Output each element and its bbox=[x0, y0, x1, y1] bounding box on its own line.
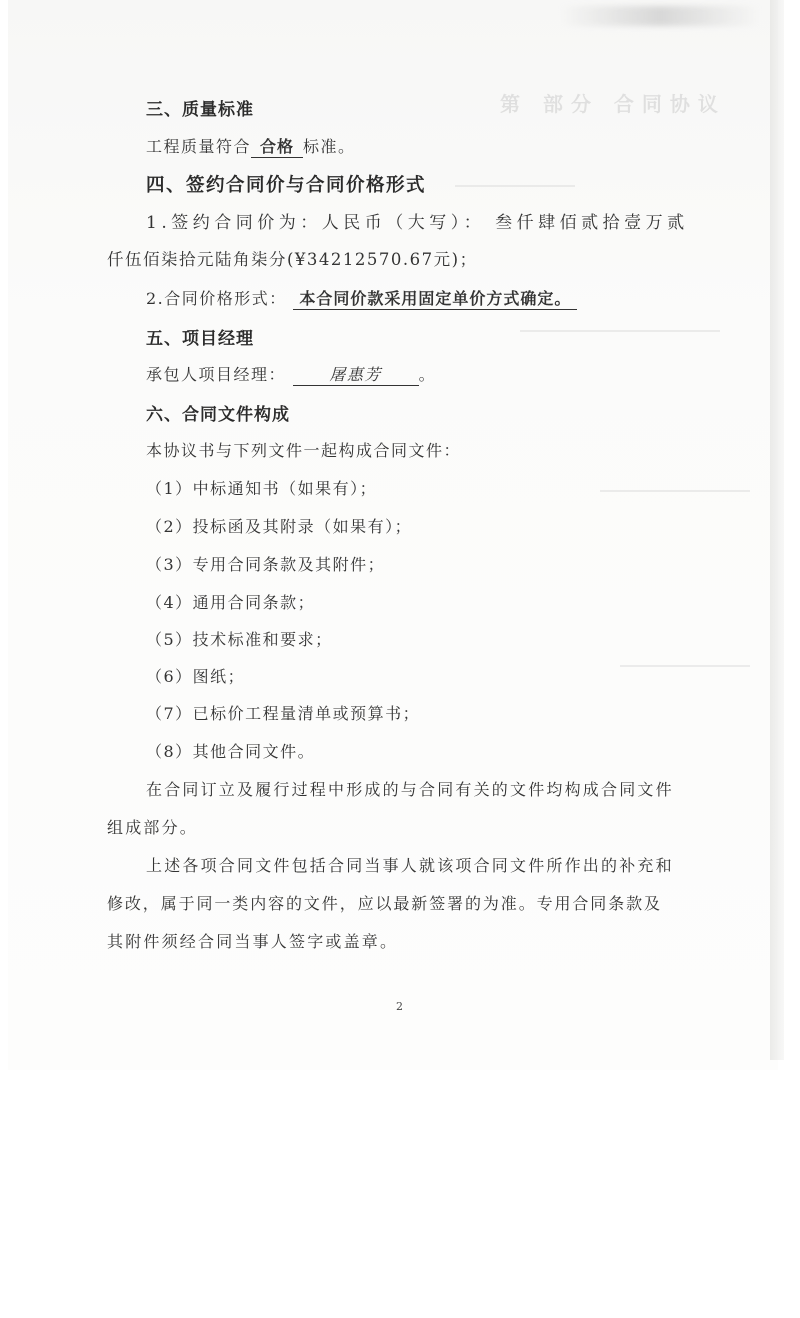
price-words-line2: 仟伍佰柒拾元陆角柒分(¥34212570.67元)； bbox=[107, 250, 478, 269]
page-number: 2 bbox=[396, 1000, 403, 1013]
manager-suffix: 。 bbox=[418, 365, 437, 384]
price-line-1 bbox=[146, 208, 689, 233]
paragraph-line: 在合同订立及履行过程中形成的与合同有关的文件均构成合同文件 bbox=[146, 780, 674, 799]
section-heading-manager: 五、项目经理 bbox=[146, 329, 254, 349]
manager-line bbox=[146, 362, 436, 386]
price-label: 1.签约合同价为：人民币（大写）： bbox=[146, 213, 486, 233]
manager-name: 屠惠芳 bbox=[293, 362, 419, 386]
list-item: （6）图纸； bbox=[146, 667, 246, 686]
paragraph-line: 组成部分。 bbox=[107, 818, 199, 837]
bleed-through-mark bbox=[620, 665, 750, 667]
documents-intro: 本协议书与下列文件一起构成合同文件： bbox=[146, 441, 462, 460]
quality-prefix: 工程质量符合 bbox=[146, 137, 252, 156]
quality-suffix: 标准。 bbox=[303, 137, 356, 156]
list-item: （1）中标通知书（如果有）； bbox=[146, 479, 378, 498]
list-item: （7）已标价工程量清单或预算书； bbox=[146, 704, 421, 723]
bleed-through-text: 第 部分 合同协议 bbox=[500, 92, 726, 116]
bleed-through-mark bbox=[600, 490, 750, 492]
price-form-value: 本合同价款采用固定单价方式确定。 bbox=[293, 286, 577, 310]
paragraph-line: 上述各项合同文件包括合同当事人就该项合同文件所作出的补充和 bbox=[146, 856, 674, 875]
list-item: （4）通用合同条款； bbox=[146, 593, 316, 612]
section-heading-documents: 六、合同文件构成 bbox=[146, 405, 290, 425]
scan-edge bbox=[770, 0, 784, 1060]
paragraph-line: 修改，属于同一类内容的文件，应以最新签署的为准。专用合同条款及 bbox=[107, 894, 662, 913]
quality-line bbox=[146, 134, 356, 158]
paragraph-line: 其附件须经合同当事人签字或盖章。 bbox=[107, 932, 399, 951]
bleed-through-mark bbox=[520, 330, 720, 332]
section-heading-price: 四、签约合同价与合同价格形式 bbox=[146, 175, 427, 196]
list-item: （8）其他合同文件。 bbox=[146, 742, 316, 761]
list-item: （3）专用合同条款及其附件； bbox=[146, 555, 386, 574]
manager-label: 承包人项目经理： bbox=[146, 365, 287, 384]
price-form-line bbox=[146, 286, 577, 310]
price-form-label: 2.合同价格形式： bbox=[146, 289, 287, 308]
section-heading-quality: 三、质量标准 bbox=[146, 100, 254, 120]
price-words-line1: 叁仟肆佰贰拾壹万贰 bbox=[495, 213, 689, 233]
list-item: （2）投标函及其附录（如果有）； bbox=[146, 517, 413, 536]
list-item: （5）技术标准和要求； bbox=[146, 630, 333, 649]
scan-smudge bbox=[560, 6, 760, 26]
quality-value: 合格 bbox=[251, 134, 303, 158]
bleed-through-mark bbox=[455, 185, 575, 187]
